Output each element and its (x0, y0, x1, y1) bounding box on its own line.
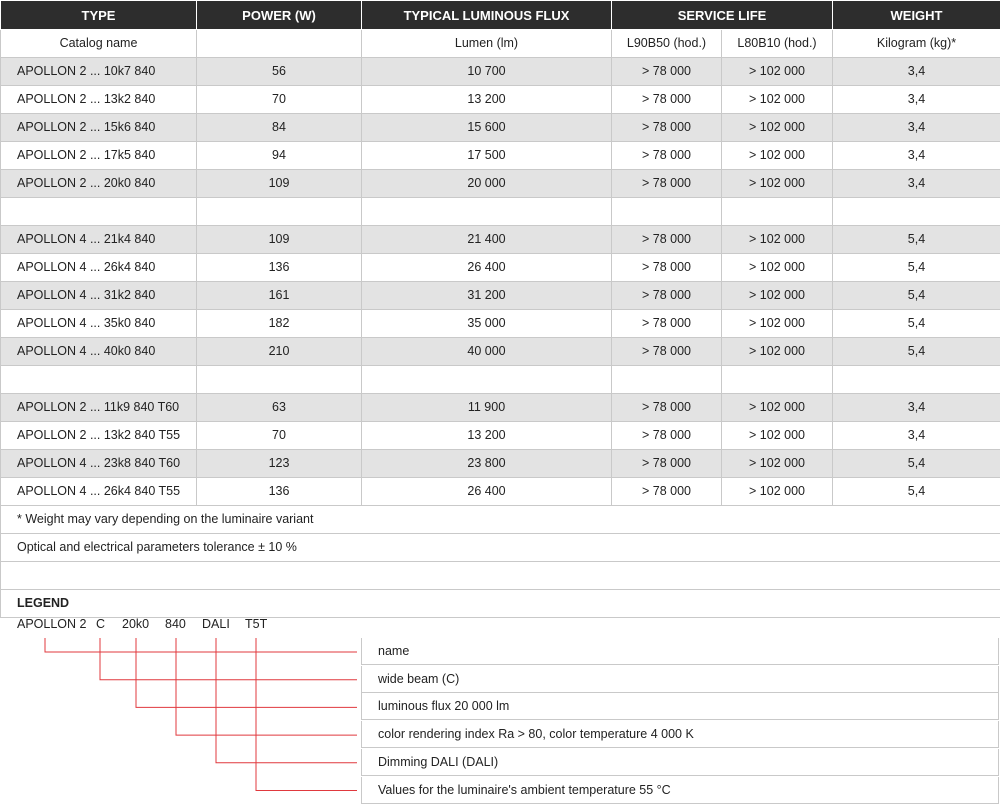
power-value: 161 (197, 282, 362, 310)
power-value: 56 (197, 58, 362, 86)
spacer-cell (833, 198, 1000, 226)
flux-value: 15 600 (362, 114, 612, 142)
legend-title: LEGEND (1, 590, 1000, 618)
table-row (1, 338, 1000, 366)
weight-value: 3,4 (833, 114, 1000, 142)
catalog-name: APOLLON 2 ... 13k2 840 T55 (1, 422, 197, 450)
catalog-name: APOLLON 4 ... 21k4 840 (1, 226, 197, 254)
flux-value: 13 200 (362, 422, 612, 450)
power-value: 94 (197, 142, 362, 170)
l80b10-value: > 102 000 (722, 422, 833, 450)
power-value: 136 (197, 478, 362, 506)
header-weight: WEIGHT (833, 1, 1000, 30)
legend-diagram (0, 638, 1000, 805)
spacer-cell (722, 198, 833, 226)
legend-code-part: APOLLON 2 (17, 617, 87, 631)
catalog-name: APOLLON 4 ... 31k2 840 (1, 282, 197, 310)
l80b10-value: > 102 000 (722, 338, 833, 366)
catalog-name: APOLLON 2 ... 15k6 840 (1, 114, 197, 142)
power-value: 109 (197, 226, 362, 254)
l80b10-value: > 102 000 (722, 478, 833, 506)
header-flux: TYPICAL LUMINOUS FLUX (362, 1, 612, 30)
spacer-cell (833, 366, 1000, 394)
l80b10-value: > 102 000 (722, 226, 833, 254)
legend-connector (216, 638, 357, 763)
weight-value: 5,4 (833, 254, 1000, 282)
power-value: 63 (197, 394, 362, 422)
spacer-cell (722, 366, 833, 394)
catalog-name: APOLLON 4 ... 26k4 840 T55 (1, 478, 197, 506)
table-row (1, 254, 1000, 282)
table-row (1, 86, 1000, 114)
subheader-power (197, 30, 362, 58)
legend-description: Dimming DALI (DALI) (361, 749, 999, 776)
weight-value: 3,4 (833, 58, 1000, 86)
header-type: TYPE (1, 1, 197, 30)
catalog-name: APOLLON 2 ... 17k5 840 (1, 142, 197, 170)
flux-value: 23 800 (362, 450, 612, 478)
spacer-cell (612, 198, 722, 226)
flux-value: 26 400 (362, 478, 612, 506)
catalog-name: APOLLON 4 ... 26k4 840 (1, 254, 197, 282)
l90b50-value: > 78 000 (612, 170, 722, 198)
weight-value: 3,4 (833, 422, 1000, 450)
legend-description: wide beam (C) (361, 666, 999, 693)
flux-value: 26 400 (362, 254, 612, 282)
l80b10-value: > 102 000 (722, 114, 833, 142)
table-row (1, 478, 1000, 506)
l90b50-value: > 78 000 (612, 282, 722, 310)
weight-note: * Weight may vary depending on the luminaire variant (1, 506, 1000, 534)
legend-description: Values for the luminaire's ambient temperature 55 °C (361, 777, 999, 804)
flux-value: 20 000 (362, 170, 612, 198)
weight-value: 3,4 (833, 142, 1000, 170)
note-row (1, 534, 1000, 562)
legend-code-part: T5T (245, 617, 268, 631)
spacer-row (1, 198, 1000, 226)
spacer-cell (1, 198, 197, 226)
power-value: 84 (197, 114, 362, 142)
table-row (1, 282, 1000, 310)
weight-value: 3,4 (833, 170, 1000, 198)
flux-value: 11 900 (362, 394, 612, 422)
l90b50-value: > 78 000 (612, 254, 722, 282)
power-value: 210 (197, 338, 362, 366)
l90b50-value: > 78 000 (612, 478, 722, 506)
legend-code-part: 20k0 (122, 617, 150, 631)
weight-value: 3,4 (833, 394, 1000, 422)
weight-value: 5,4 (833, 226, 1000, 254)
table-row (1, 114, 1000, 142)
catalog-name: APOLLON 4 ... 23k8 840 T60 (1, 450, 197, 478)
weight-value: 5,4 (833, 450, 1000, 478)
table-row (1, 170, 1000, 198)
l90b50-value: > 78 000 (612, 310, 722, 338)
l90b50-value: > 78 000 (612, 226, 722, 254)
note-row (1, 506, 1000, 534)
subheader-type: Catalog name (1, 30, 197, 58)
header-row (1, 1, 1000, 30)
power-value: 136 (197, 254, 362, 282)
header-power: POWER (W) (197, 1, 362, 30)
l90b50-value: > 78 000 (612, 422, 722, 450)
power-value: 182 (197, 310, 362, 338)
subheader-life-l80: L80B10 (hod.) (722, 30, 833, 58)
spacer-cell (197, 198, 362, 226)
flux-value: 31 200 (362, 282, 612, 310)
l80b10-value: > 102 000 (722, 394, 833, 422)
l90b50-value: > 78 000 (612, 450, 722, 478)
power-value: 123 (197, 450, 362, 478)
flux-value: 10 700 (362, 58, 612, 86)
table-row (1, 394, 1000, 422)
tolerance-note: Optical and electrical parameters tolerance ± 10 % (1, 534, 1000, 562)
catalog-name: APOLLON 2 ... 10k7 840 (1, 58, 197, 86)
catalog-name: APOLLON 4 ... 40k0 840 (1, 338, 197, 366)
l90b50-value: > 78 000 (612, 142, 722, 170)
power-value: 70 (197, 86, 362, 114)
catalog-name: APOLLON 2 ... 13k2 840 (1, 86, 197, 114)
legend-connector (100, 638, 357, 680)
legend-connector (45, 638, 357, 652)
legend-code-row (0, 611, 1000, 638)
l80b10-value: > 102 000 (722, 282, 833, 310)
flux-value: 40 000 (362, 338, 612, 366)
l90b50-value: > 78 000 (612, 86, 722, 114)
spacer-row (1, 366, 1000, 394)
l90b50-value: > 78 000 (612, 394, 722, 422)
l80b10-value: > 102 000 (722, 86, 833, 114)
table-row (1, 310, 1000, 338)
l90b50-value: > 78 000 (612, 338, 722, 366)
spacer-cell (612, 366, 722, 394)
legend-description: luminous flux 20 000 lm (361, 693, 999, 720)
l80b10-value: > 102 000 (722, 450, 833, 478)
table-row (1, 450, 1000, 478)
l80b10-value: > 102 000 (722, 58, 833, 86)
flux-value: 17 500 (362, 142, 612, 170)
spacer-cell (1, 366, 197, 394)
spacer-cell (197, 366, 362, 394)
subheader-life-l90: L90B50 (hod.) (612, 30, 722, 58)
l90b50-value: > 78 000 (612, 114, 722, 142)
weight-value: 5,4 (833, 338, 1000, 366)
l80b10-value: > 102 000 (722, 170, 833, 198)
table-row (1, 422, 1000, 450)
weight-value: 5,4 (833, 310, 1000, 338)
l80b10-value: > 102 000 (722, 254, 833, 282)
weight-value: 5,4 (833, 282, 1000, 310)
legend-code-part: 840 (165, 617, 186, 631)
weight-value: 3,4 (833, 86, 1000, 114)
power-value: 109 (197, 170, 362, 198)
legend-code-part: DALI (202, 617, 230, 631)
subheader-weight: Kilogram (kg)* (833, 30, 1000, 58)
catalog-name: APOLLON 2 ... 11k9 840 T60 (1, 394, 197, 422)
l80b10-value: > 102 000 (722, 142, 833, 170)
catalog-name: APOLLON 4 ... 35k0 840 (1, 310, 197, 338)
flux-value: 13 200 (362, 86, 612, 114)
table-row (1, 142, 1000, 170)
legend-connector (256, 638, 357, 791)
flux-value: 21 400 (362, 226, 612, 254)
flux-value: 35 000 (362, 310, 612, 338)
table-row (1, 58, 1000, 86)
spacer-cell (362, 366, 612, 394)
subheader-flux: Lumen (lm) (362, 30, 612, 58)
power-value: 70 (197, 422, 362, 450)
spacer-cell (1, 562, 1000, 590)
l90b50-value: > 78 000 (612, 58, 722, 86)
legend-description: name (361, 638, 999, 665)
header-service-life: SERVICE LIFE (612, 1, 833, 30)
weight-value: 5,4 (833, 478, 1000, 506)
spacer-cell (362, 198, 612, 226)
legend-connector (176, 638, 357, 735)
catalog-name: APOLLON 2 ... 20k0 840 (1, 170, 197, 198)
legend-description: color rendering index Ra > 80, color temperature 4 000 K (361, 721, 999, 748)
l80b10-value: > 102 000 (722, 310, 833, 338)
legend-connector (136, 638, 357, 707)
subheader-row (1, 30, 1000, 58)
spacer-row (1, 562, 1000, 590)
table-row (1, 226, 1000, 254)
legend-code-part: C (96, 617, 106, 631)
